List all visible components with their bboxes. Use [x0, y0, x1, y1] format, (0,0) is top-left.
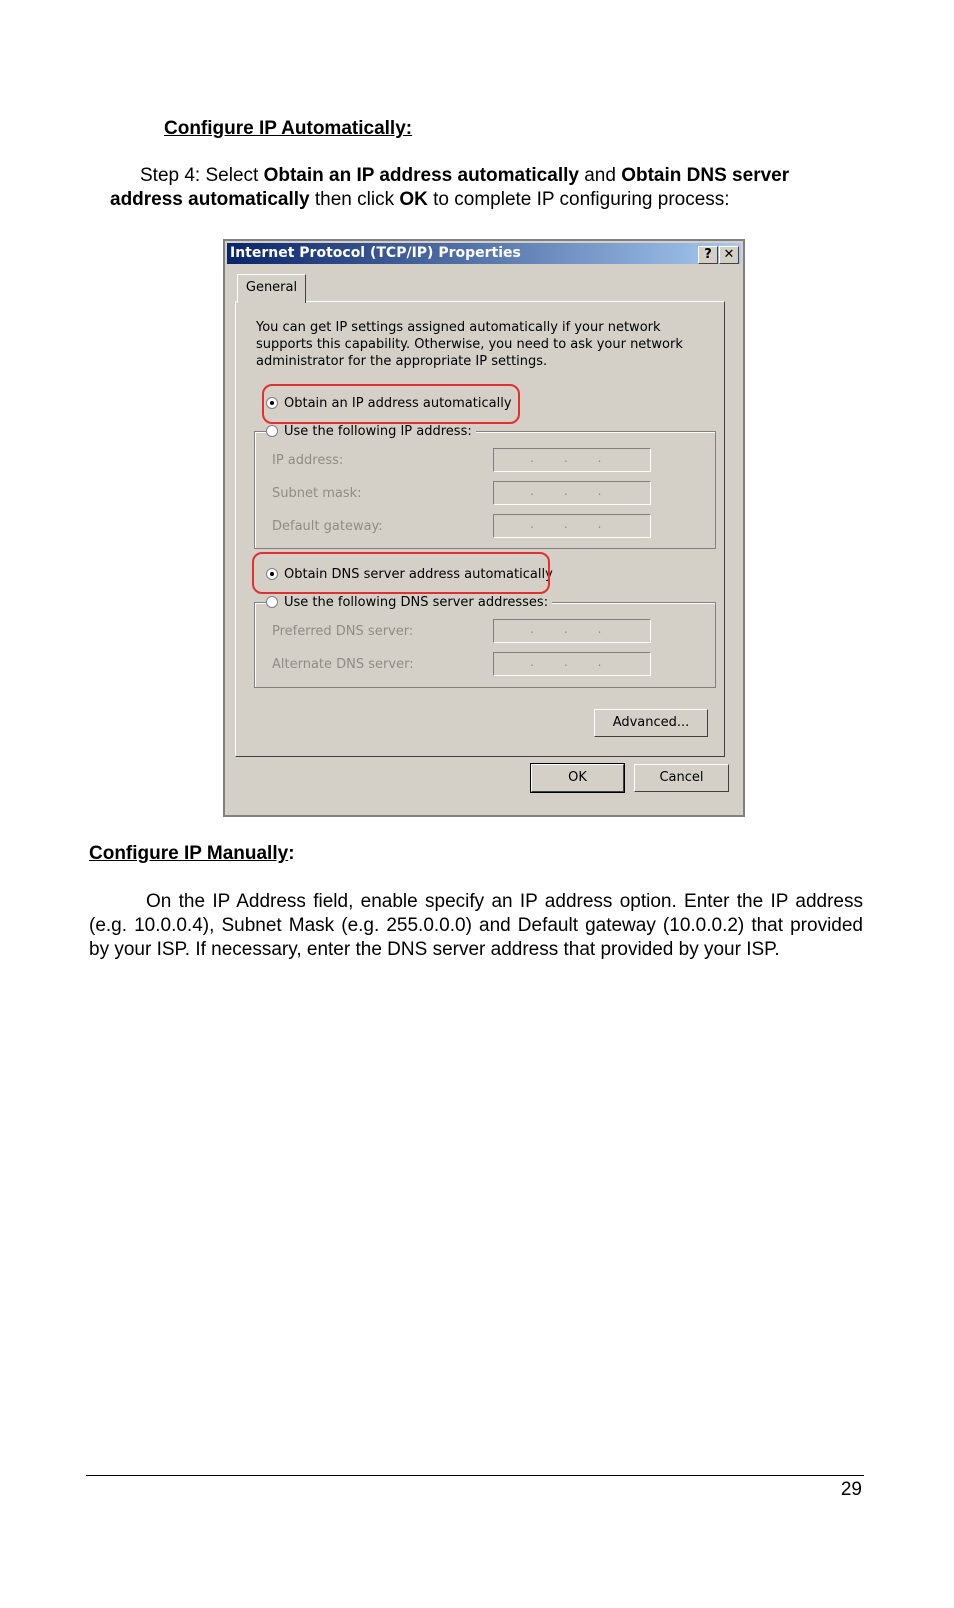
tab-general[interactable]: General	[237, 274, 306, 303]
radio-use-dns[interactable]	[266, 596, 278, 608]
radio-use-dns-row[interactable]	[266, 593, 552, 611]
section-heading-manual	[89, 843, 295, 865]
manual-paragraph-text: On the IP Address field, enable specify an IP address option. Enter the IP address (e.g. 10.0.0.4), Subnet Mask (e.g. 255.0.0.0) and Default gateway (10.0.0.2) that provided by your ISP. If necessary, enter the DNS server address that provided by your ISP.	[89, 891, 863, 960]
preferred-dns-field[interactable]: ...	[493, 619, 651, 643]
section-heading-manual-colon: :	[288, 843, 295, 864]
radio-obtain-dns-label: Obtain DNS server address automatically	[284, 566, 553, 582]
alternate-dns-field[interactable]: ...	[493, 652, 651, 676]
radio-obtain-dns[interactable]	[266, 568, 278, 580]
radio-use-ip[interactable]	[266, 425, 278, 437]
dialog-titlebar	[227, 243, 741, 264]
ip-address-label: IP address:	[272, 453, 344, 468]
step4-paragraph	[110, 164, 855, 212]
subnet-mask-label: Subnet mask:	[272, 486, 362, 501]
tcpip-properties-dialog	[223, 239, 745, 817]
radio-use-ip-row[interactable]	[266, 422, 476, 440]
radio-obtain-ip-label: Obtain an IP address automatically	[284, 395, 512, 411]
step4-then-click: then click	[309, 189, 400, 210]
dialog-title: Internet Protocol (TCP/IP) Properties	[230, 245, 521, 261]
radio-obtain-ip[interactable]	[266, 397, 278, 409]
radio-use-ip-label: Use the following IP address:	[284, 423, 472, 439]
alternate-dns-label: Alternate DNS server:	[272, 657, 414, 672]
page-number: 29	[840, 1479, 862, 1500]
step4-and: and	[578, 165, 622, 186]
preferred-dns-label: Preferred DNS server:	[272, 624, 414, 639]
ok-button[interactable]: OK	[531, 764, 624, 792]
radio-obtain-ip-row[interactable]	[266, 394, 516, 412]
section-heading-auto: Configure IP Automatically:	[164, 118, 413, 139]
intro-text: You can get IP settings assigned automatically if your network supports this capability. Otherwise, you need to ask your network administrator for the appropriate IP settings.	[256, 320, 683, 369]
general-tab-panel	[235, 301, 725, 757]
help-icon[interactable]: ?	[698, 246, 718, 264]
ip-address-field[interactable]: ...	[493, 448, 651, 472]
cancel-button[interactable]: Cancel	[634, 764, 729, 792]
step4-bold-obtain-dns: Obtain DNS server address automatically	[110, 165, 790, 210]
close-icon[interactable]: ✕	[719, 246, 739, 264]
subnet-mask-field[interactable]: ...	[493, 481, 651, 505]
step4-bold-obtain-ip: Obtain an IP address automatically	[263, 165, 579, 186]
section-heading-manual-text: Configure IP Manually	[89, 843, 289, 864]
footer-divider	[86, 1475, 864, 1476]
advanced-button[interactable]: Advanced...	[594, 709, 708, 737]
manual-paragraph	[89, 890, 863, 962]
default-gateway-label: Default gateway:	[272, 519, 383, 534]
step4-prefix: Step 4: Select	[140, 165, 264, 186]
radio-obtain-dns-row[interactable]	[266, 565, 557, 583]
default-gateway-field[interactable]: ...	[493, 514, 651, 538]
step4-bold-ok: OK	[399, 189, 428, 210]
step4-suffix: to complete IP configuring process:	[427, 189, 730, 210]
radio-use-dns-label: Use the following DNS server addresses:	[284, 594, 549, 610]
